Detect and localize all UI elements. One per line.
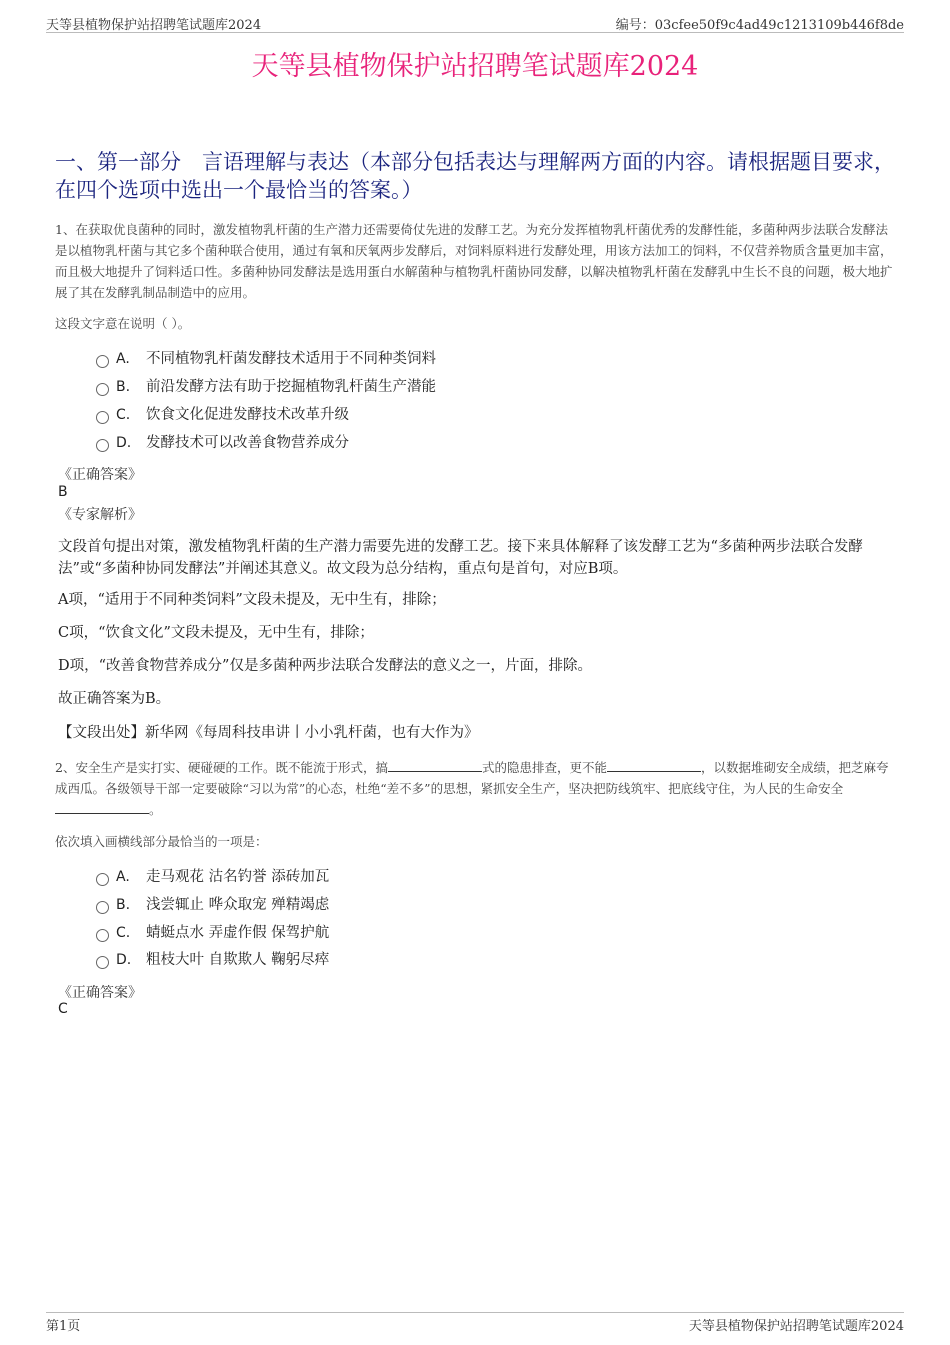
q1-conclusion: 故正确答案为B。 xyxy=(58,691,171,707)
q1-source: 【文段出处】新华网《每周科技串讲丨小小乳杆菌，也有大作为》 xyxy=(58,725,479,741)
q1-option-a[interactable]: A. 不同植物乳杆菌发酵技术适用于不同种类饲料 xyxy=(96,348,436,370)
radio-icon[interactable] xyxy=(96,901,109,914)
q1-option-c[interactable]: C. 饮食文化促进发酵技术改革升级 xyxy=(96,404,349,426)
radio-icon[interactable] xyxy=(96,411,109,424)
radio-icon[interactable] xyxy=(96,956,109,969)
question-1-text: 1、在获取优良菌种的同时，激发植物乳杆菌的生产潜力还需要倚仗先进的发酵工艺。为充分发挥植物乳杆菌优秀的发酵性能，多菌种两步法联合发酵法是以植物乳杆菌与其它多个菌种联合使用，通过有氧和厌氧两步发酵后，对饲料原料进行发酵处理，用该方法加工的饲料，不仅营养物质含量更加丰富，而且极大地提升了饲料适口性。多菌种协同发酵法是选用蛋白水解菌种与植物乳杆菌协同发酵，以解决植物乳杆菌在发酵乳中生长不良的问题，极大地扩展了其在发酵乳制品制造中的应用。 xyxy=(55,222,893,300)
answer-blank[interactable] xyxy=(607,759,701,772)
radio-icon[interactable] xyxy=(96,873,109,886)
footer-doc-title: 天等县植物保护站招聘笔试题库2024 xyxy=(688,1319,904,1334)
radio-icon[interactable] xyxy=(96,439,109,452)
q2-option-c[interactable]: C. 蜻蜓点水 弄虚作假 保驾护航 xyxy=(96,922,329,944)
q1-analysis-a: A项，“适用于不同种类饲料”文段未提及，无中生有，排除； xyxy=(58,592,446,608)
q1-analysis-label: 《专家解析》 xyxy=(58,507,142,523)
page-footer xyxy=(46,1312,904,1334)
q1-option-d[interactable]: D. 发酵技术可以改善食物营养成分 xyxy=(96,432,349,454)
header-doc-id: 编号：03cfee50f9c4ad49c1213109b446f8de xyxy=(615,18,904,33)
q1-answer: B xyxy=(58,484,68,500)
answer-blank[interactable] xyxy=(55,801,149,814)
header-doc-title: 天等县植物保护站招聘笔试题库2024 xyxy=(46,18,262,33)
page-header xyxy=(46,14,904,33)
question-2-text: 2、安全生产是实打实、硬碰硬的工作。既不能流于形式，搞 式的隐患排查，更不能 ，以数据堆砌安全成绩，把芝麻夸成西瓜。各级领导干部一定要破除“习以为常”的心态，杜绝“差不多”的思想，紧抓安全生产，坚决把防线筑牢、把底线守住，为人民的生命安全。 xyxy=(55,760,889,817)
radio-icon[interactable] xyxy=(96,929,109,942)
radio-icon[interactable] xyxy=(96,383,109,396)
q1-analysis-summary: 文段首句提出对策，激发植物乳杆菌的生产潜力需要先进的发酵工艺。接下来具体解释了该发酵工艺为“多菌种两步法联合发酵法”或“多菌种协同发酵法”并阐述其意义。故文段为总分结构，重点句是首句，对应B项。 xyxy=(58,539,863,577)
q2-option-a[interactable]: A. 走马观花 沽名钓誉 添砖加瓦 xyxy=(96,866,329,888)
q2-option-b[interactable]: B. 浅尝辄止 哗众取宠 殚精竭虑 xyxy=(96,894,329,916)
section-heading: 一、第一部分 言语理解与表达（本部分包括表达与理解两方面的内容。请根据题目要求，在四个选项中选出一个最恰当的答案。） xyxy=(55,150,895,202)
q1-analysis-c: C项，“饮食文化”文段未提及，无中生有，排除； xyxy=(58,625,374,641)
q1-analysis-d: D项，“改善食物营养成分”仅是多菌种两步法联合发酵法的意义之一，片面，排除。 xyxy=(58,658,592,674)
question-2-prompt: 依次填入画横线部分最恰当的一项是： xyxy=(55,834,268,849)
q1-option-b[interactable]: B. 前沿发酵方法有助于挖掘植物乳杆菌生产潜能 xyxy=(96,376,436,398)
answer-blank[interactable] xyxy=(388,759,482,772)
q2-answer-label: 《正确答案》 xyxy=(58,985,142,1001)
question-1-prompt: 这段文字意在说明（ ）。 xyxy=(55,316,191,331)
q2-answer: C xyxy=(58,1001,68,1017)
footer-page-number: 第1页 xyxy=(46,1319,81,1334)
q1-answer-label: 《正确答案》 xyxy=(58,467,142,483)
q2-option-d[interactable]: D. 粗枝大叶 自欺欺人 鞠躬尽瘁 xyxy=(96,949,329,971)
radio-icon[interactable] xyxy=(96,355,109,368)
page-title: 天等县植物保护站招聘笔试题库2024 xyxy=(251,51,699,82)
